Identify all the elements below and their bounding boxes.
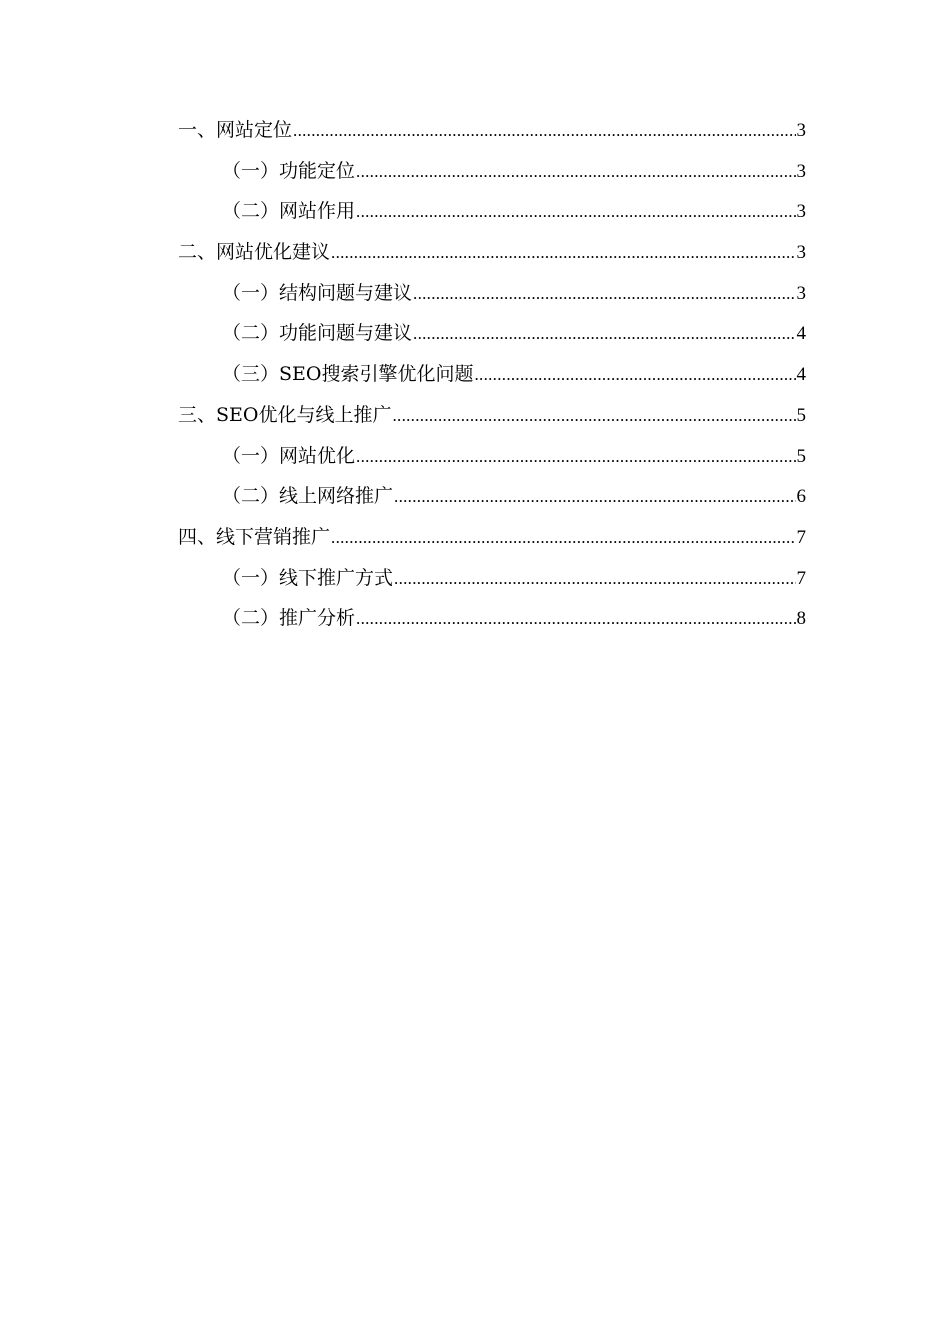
- toc-entry-title: 二、网站优化建议: [178, 241, 331, 264]
- toc-entry[interactable]: [178, 360, 806, 401]
- toc-entry[interactable]: [178, 157, 806, 198]
- toc-dot-leader: [331, 239, 795, 267]
- toc-entry-page: 4: [796, 323, 806, 345]
- toc-dot-leader: [474, 361, 795, 389]
- toc-entry-page: 4: [796, 364, 806, 386]
- toc-dot-leader: [413, 280, 795, 308]
- toc-dot-leader: [356, 158, 795, 186]
- toc-entry-title: （一）线下推广方式: [222, 566, 394, 589]
- toc-entry-title: 一、网站定位: [178, 119, 293, 141]
- toc-dot-leader: [356, 605, 795, 633]
- toc-entry-title: （三）SEO搜索引擎优化问题: [222, 363, 474, 386]
- toc-entry-page: 3: [796, 201, 806, 223]
- toc-dot-leader: [331, 524, 795, 552]
- toc-entry-page: 7: [796, 526, 806, 548]
- toc-dot-leader: [394, 483, 795, 511]
- toc-entry[interactable]: [178, 482, 806, 523]
- toc-entry-title: （一）结构问题与建议: [222, 281, 413, 304]
- toc-dot-leader: [356, 198, 795, 226]
- toc-dot-leader: [413, 320, 795, 348]
- toc-entry[interactable]: [178, 197, 806, 238]
- toc-entry[interactable]: [178, 401, 806, 442]
- toc-dot-leader: [392, 402, 795, 430]
- toc-entry[interactable]: [178, 523, 806, 564]
- table-of-contents: [178, 116, 806, 645]
- toc-dot-leader: [356, 443, 795, 471]
- toc-entry[interactable]: [178, 238, 806, 279]
- toc-entry-page: 3: [796, 242, 806, 264]
- toc-entry-title: 三、SEO优化与线上推广: [178, 403, 392, 426]
- toc-entry[interactable]: [178, 116, 806, 157]
- toc-dot-leader: [293, 117, 795, 145]
- toc-entry-page: 7: [796, 567, 806, 589]
- toc-entry-title: （二）功能问题与建议: [222, 322, 413, 345]
- toc-entry[interactable]: [178, 442, 806, 483]
- toc-entry-page: 3: [796, 120, 806, 141]
- toc-entry[interactable]: [178, 319, 806, 360]
- toc-entry-page: 3: [796, 282, 806, 304]
- toc-entry-title: （一）网站优化: [222, 444, 356, 467]
- toc-entry-title: （一）功能定位: [222, 159, 356, 182]
- toc-entry-page: 5: [796, 404, 806, 426]
- toc-entry[interactable]: [178, 279, 806, 320]
- toc-entry-page: 6: [796, 486, 806, 508]
- toc-entry-page: 3: [796, 160, 806, 182]
- toc-entry[interactable]: [178, 564, 806, 605]
- toc-entry-title: （二）线上网络推广: [222, 485, 394, 508]
- toc-entry[interactable]: [178, 604, 806, 645]
- toc-dot-leader: [394, 565, 795, 593]
- toc-entry-title: 四、线下营销推广: [178, 525, 331, 548]
- toc-entry-page: 8: [796, 608, 806, 630]
- toc-entry-title: （二）推广分析: [222, 607, 356, 630]
- toc-entry-title: （二）网站作用: [222, 200, 356, 223]
- toc-entry-page: 5: [796, 445, 806, 467]
